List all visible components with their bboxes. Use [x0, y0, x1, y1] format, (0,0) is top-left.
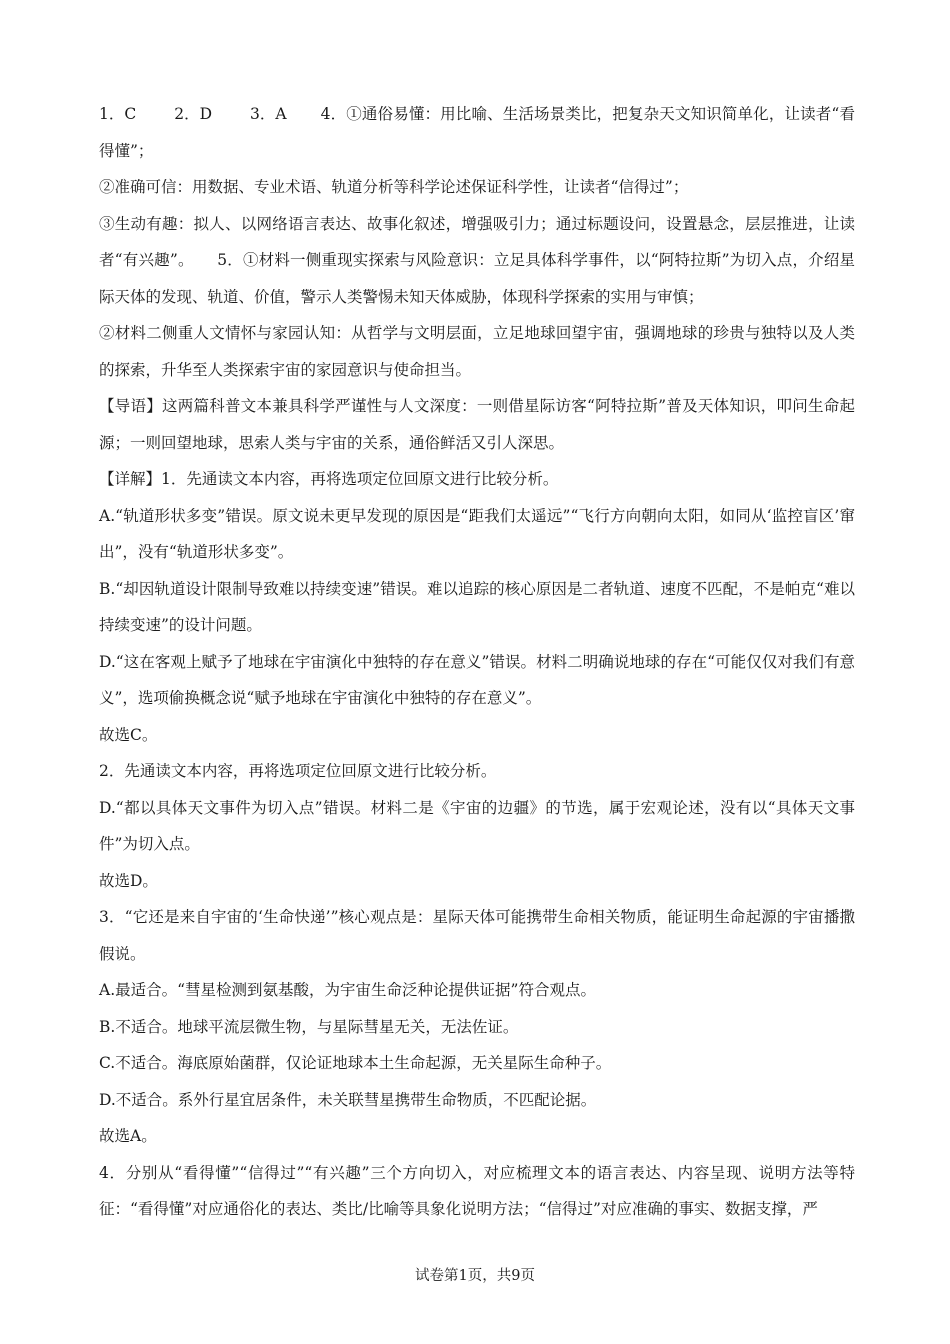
page-content: [99, 96, 855, 1228]
paragraph: 【详解】1．先通读文本内容，再将选项定位回原文进行比较分析。: [99, 470, 559, 488]
paragraph: ②材料二侧重人文情怀与家园认知：从哲学与文明层面，立足地球回望宇宙，强调地球的珍贵与独特以及人类的探索，升华至人类探索宇宙的家园意识与使命担当。: [99, 324, 855, 379]
paragraph: 3．“它还是来自宇宙的‘生命快递’”核心观点是：星际天体可能携带生命相关物质，能证明生命起源的宇宙播撒假说。: [99, 908, 855, 963]
paragraph: 2．先通读文本内容，再将选项定位回原文进行比较分析。: [99, 762, 497, 780]
paragraph: C.不适合。海底原始菌群，仅论证地球本土生命起源，无关星际生命种子。: [99, 1054, 612, 1072]
answer-1: 1．C: [99, 105, 137, 123]
paragraph: A.“轨道形状多变”错误。原文说未更早发现的原因是“距我们太遥远”“飞行方向朝向太阳，如同从‘监控盲区’窜出”，没有“轨道形状多变”。: [99, 506, 855, 561]
answer-line: [99, 96, 855, 169]
paragraph: 故选D。: [99, 871, 158, 890]
paragraph: D.“都以具体天文事件为切入点”错误。材料二是《宇宙的边疆》的节选，属于宏观论述，没有以“具体天文事件”为切入点。: [99, 798, 855, 853]
paragraph: 【导语】这两篇科普文本兼具科学严谨性与人文深度：一则借星际访客“阿特拉斯”普及天体知识，叩问生命起源；一则回望地球，思索人类与宇宙的关系，通俗鲜活又引人深思。: [99, 397, 855, 452]
answer-4-head: 4．①通俗易懂：用比喻、生活场景类比，把复杂天文知识简单化，让读者“看得懂”；: [99, 105, 855, 160]
paragraph: A.最适合。“彗星检测到氨基酸，为宇宙生命泛种论提供证据”符合观点。: [99, 981, 596, 999]
paragraph: 故选C。: [99, 725, 158, 744]
answer-3: 3．A: [250, 105, 287, 123]
paragraph: 故选A。: [99, 1127, 157, 1145]
paragraph: ②准确可信：用数据、专业术语、轨道分析等科学论述保证科学性，让读者“信得过”；: [99, 178, 689, 196]
paragraph: 4．分别从“看得懂”“信得过”“有兴趣”三个方向切入，对应梳理文本的语言表达、内容呈现、说明方法等特征：“看得懂”对应通俗化的表达、类比/比喻等具象化说明方法；“信得过”对应准确的事实、数据支撑，严: [99, 1163, 855, 1218]
paragraph: D.不适合。系外行星宜居条件，未关联彗星携带生命物质，不匹配论据。: [99, 1090, 597, 1109]
paragraph: B.“却因轨道设计限制导致难以持续变速”错误。难以追踪的核心原因是二者轨道、速度不匹配，不是帕克“难以持续变速”的设计问题。: [99, 579, 855, 634]
paragraph: B.不适合。地球平流层微生物，与星际彗星无关，无法佐证。: [99, 1017, 519, 1036]
answer-2: 2．D: [174, 105, 213, 123]
page-footer: 试卷第1页，共9页: [415, 1268, 535, 1284]
paragraph: ③生动有趣：拟人、以网络语言表达、故事化叙述，增强吸引力；通过标题设问，设置悬念，层层推进，让读者“有兴趣”。 5．①材料一侧重现实探索与风险意识：立足具体科学事件，以“阿特拉斯”为切入点，介绍星际天体的发现、轨道、价值，警示人类警惕未知天体威胁，体现科学探索的实用与审慎；: [99, 214, 855, 306]
paragraph: D.“这在客观上赋予了地球在宇宙演化中独特的存在意义”错误。材料二明确说地球的存在“可能仅仅对我们有意义”，选项偷换概念说“赋予地球在宇宙演化中独特的存在意义”。: [99, 652, 855, 707]
